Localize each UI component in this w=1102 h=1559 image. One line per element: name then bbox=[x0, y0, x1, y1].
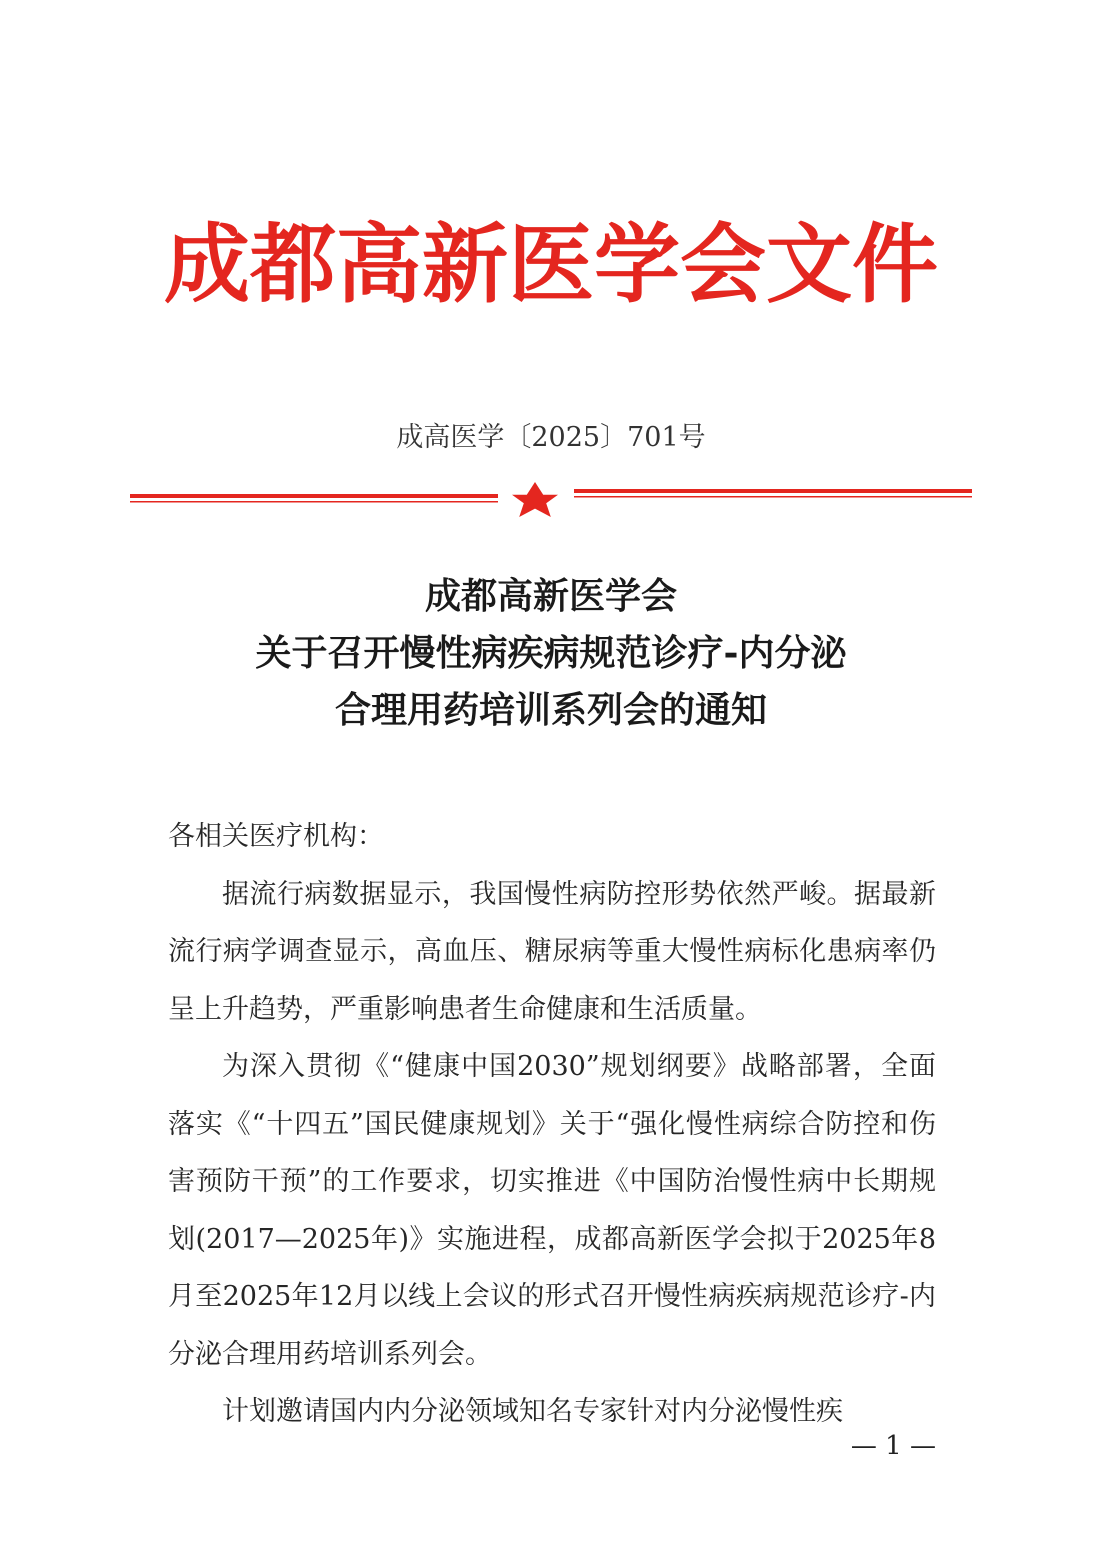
body-paragraph: 计划邀请国内内分泌领域知名专家针对内分泌慢性疾 bbox=[222, 1396, 843, 1427]
divider-right-line-thin bbox=[574, 496, 972, 498]
notice-body bbox=[168, 808, 936, 1441]
notice-title-line: 关于召开慢性病疾病规范诊疗-内分泌 bbox=[255, 632, 847, 674]
page-number: — 1 — bbox=[850, 1431, 936, 1461]
notice-title-line: 合理用药培训系列会的通知 bbox=[334, 689, 767, 731]
red-divider bbox=[130, 480, 972, 520]
divider-left-line-thin bbox=[130, 501, 498, 503]
divider-left-line bbox=[130, 494, 498, 498]
document-header-title: 成都高新医学会文件 bbox=[164, 214, 938, 315]
body-paragraph: 为深入贯彻《“健康中国2030”规划纲要》战略部署，全面落实《“十四五”国民健康规划》关于“强化慢性病综合防控和伤害预防干预”的工作要求，切实推进《中国防治慢性病中长期规划(2017—2025年)》实施进程，成都高新医学会拟于2025年8月至2025年12月以线上会议的形式召开慢性病疾病规范诊疗-内分泌合理用药培训系列会。 bbox=[168, 1051, 936, 1370]
notice-title bbox=[0, 568, 1102, 739]
divider-right-line bbox=[574, 489, 972, 493]
star-icon bbox=[512, 482, 558, 517]
body-paragraph: 据流行病数据显示，我国慢性病防控形势依然严峻。据最新流行病学调查显示，高血压、糖尿病等重大慢性病标化患病率仍呈上升趋势，严重影响患者生命健康和生活质量。 bbox=[168, 878, 936, 1025]
document-number: 成高医学〔2025〕701号 bbox=[396, 422, 706, 453]
notice-title-line: 成都高新医学会 bbox=[424, 575, 677, 617]
salutation: 各相关医疗机构： bbox=[168, 821, 384, 852]
